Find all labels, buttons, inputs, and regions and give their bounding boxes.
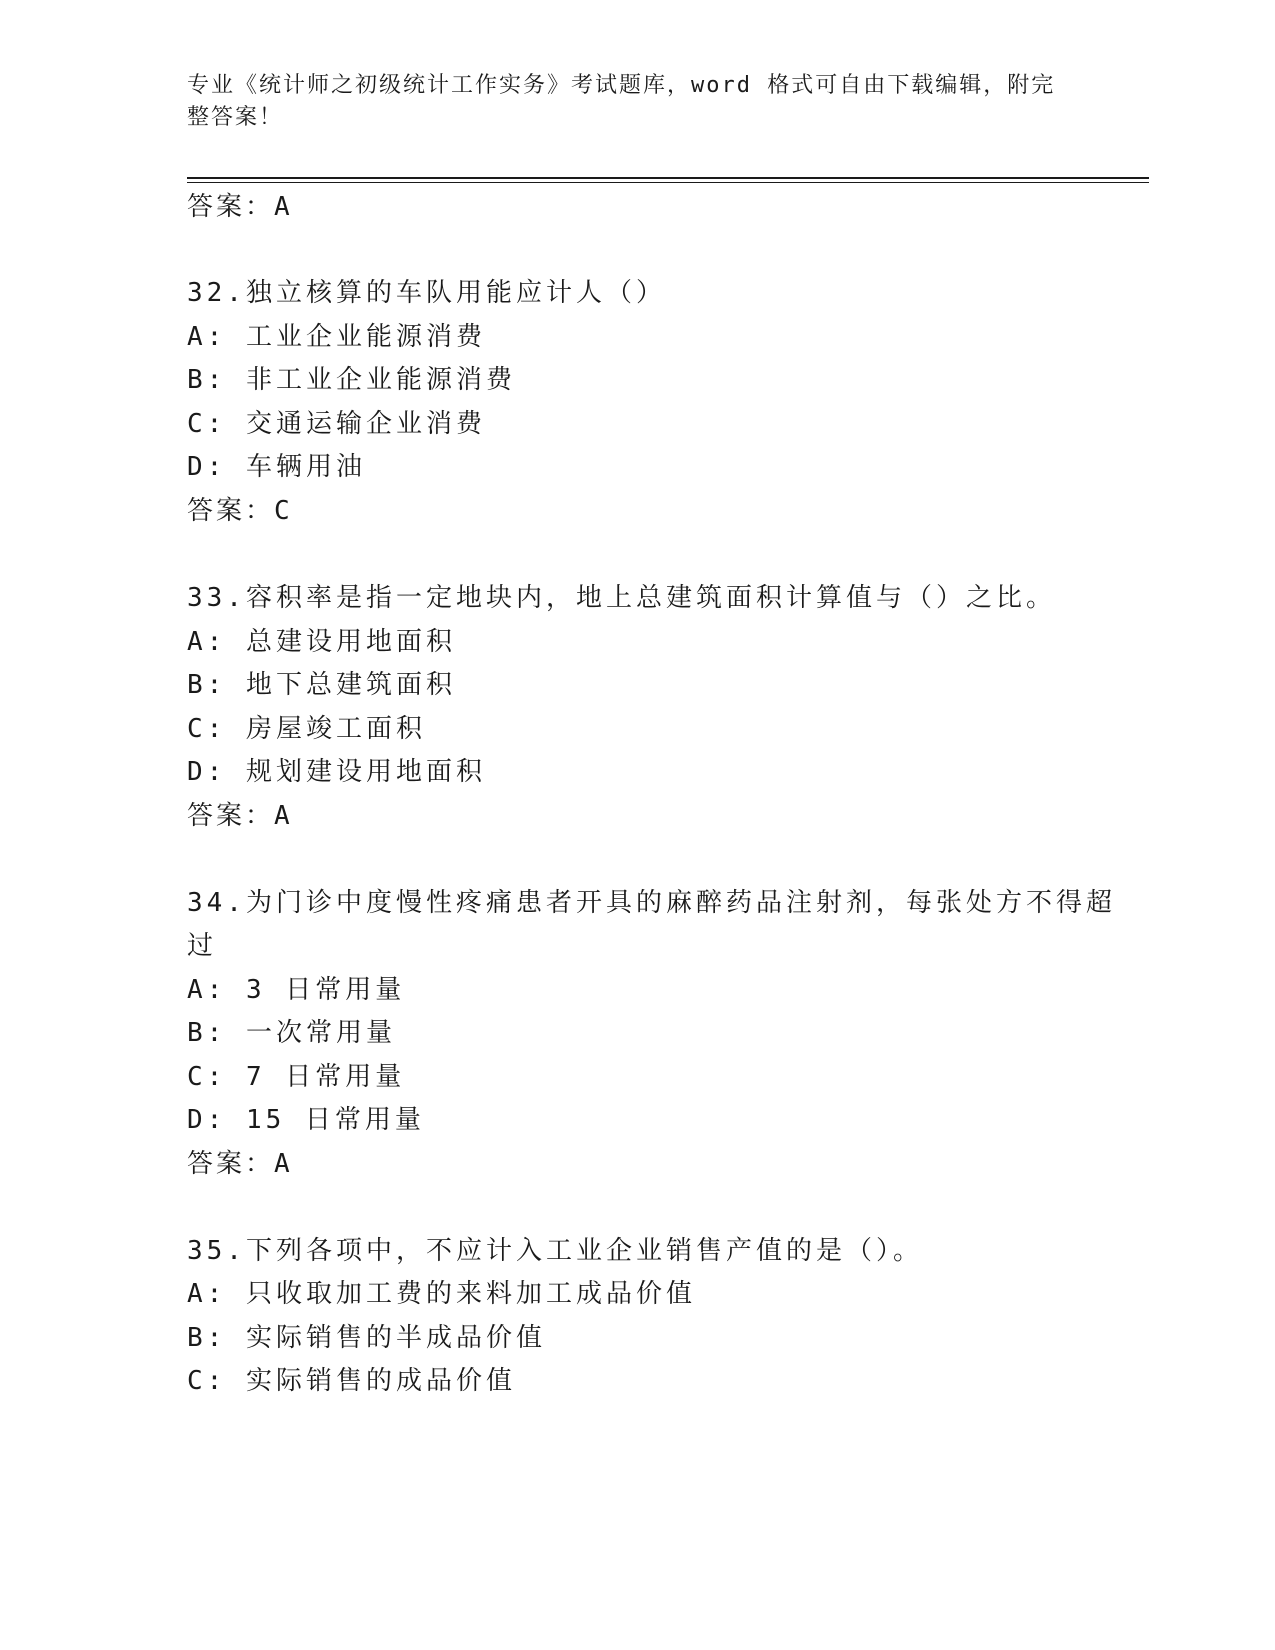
option-b: B: 实际销售的半成品价值 (187, 1323, 546, 1353)
answer-value: C (274, 496, 293, 526)
answer-label: 答案： (187, 1149, 275, 1179)
option-a: A: 只收取加工费的来料加工成品价值 (187, 1279, 696, 1309)
option-a: A: 总建设用地面积 (187, 627, 456, 657)
answer-label: 答案： (187, 192, 275, 222)
answer-line (187, 799, 293, 833)
answer-value: A (274, 1149, 293, 1179)
question-stem: 35.下列各项中，不应计入工业企业销售产值的是（）。 (187, 1236, 923, 1266)
question-stem: 34.为门诊中度慢性疼痛患者开具的麻醉药品注射剂，每张处方不得超 (187, 888, 1116, 918)
answer-value: A (274, 801, 293, 831)
option-c: C: 实际销售的成品价值 (187, 1366, 516, 1396)
option-c: C: 7 日常用量 (187, 1062, 406, 1092)
option-c: C: 交通运输企业消费 (187, 409, 486, 439)
question-stem: 33.容积率是指一定地块内，地上总建筑面积计算值与（）之比。 (187, 583, 1056, 613)
option-d: D: 规划建设用地面积 (187, 757, 486, 787)
option-b: B: 一次常用量 (187, 1018, 396, 1048)
document-header (187, 70, 1067, 134)
option-b: B: 地下总建筑面积 (187, 670, 456, 700)
answer-value: A (274, 192, 293, 222)
answer-label: 答案： (187, 801, 275, 831)
option-d: D: 15 日常用量 (187, 1105, 425, 1135)
option-a: A: 3 日常用量 (187, 975, 406, 1005)
question-stem-continued: 过 (187, 931, 218, 961)
option-a: A: 工业企业能源消费 (187, 322, 486, 352)
answer-line (187, 1147, 293, 1181)
answer-line (187, 494, 293, 528)
header-divider-thick (187, 177, 1149, 179)
header-line-1: 专业《统计师之初级统计工作实务》考试题库，word 格式可自由下载编辑，附完 (187, 73, 1056, 98)
option-c: C: 房屋竣工面积 (187, 714, 426, 744)
header-divider-thin (187, 182, 1149, 183)
answer-line (187, 190, 293, 224)
question-stem: 32.独立核算的车队用能应计人（） (187, 278, 666, 308)
option-b: B: 非工业企业能源消费 (187, 365, 516, 395)
header-line-2: 整答案！ (187, 105, 284, 130)
answer-label: 答案： (187, 496, 275, 526)
option-d: D: 车辆用油 (187, 452, 366, 482)
